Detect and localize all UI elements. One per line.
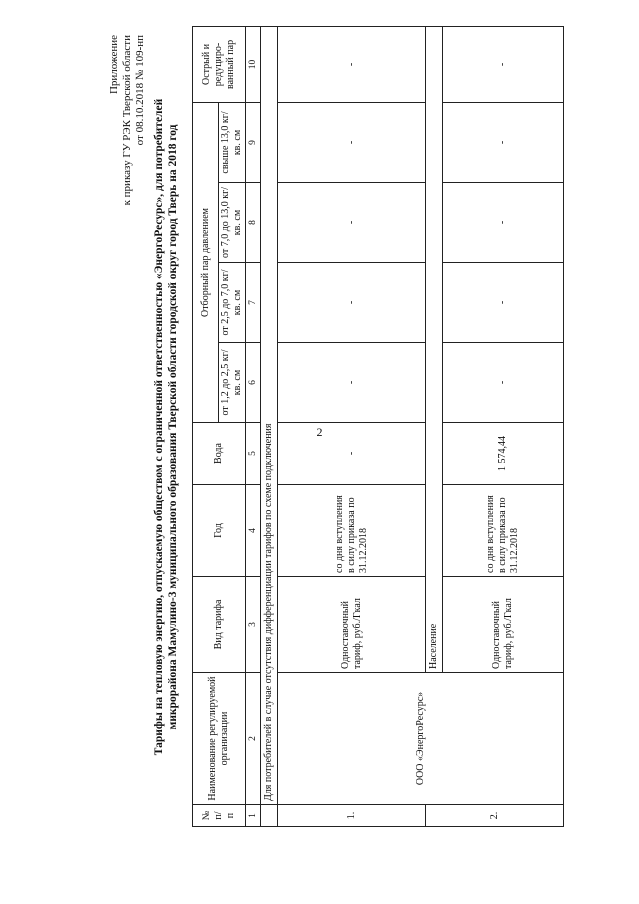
row-pressure-1: - (443, 343, 564, 423)
row-year: со дня вступления в силу приказа по 31.12.2018 (278, 485, 426, 577)
header-pressure-1: от 1,2 до 2,5 кг/кв. см (219, 343, 246, 423)
appendix-block (108, 35, 147, 295)
section-band-text: Для потребителей в случае отсутствия дифференциации тарифов по схеме подключения (261, 26, 278, 804)
row-num: 2. (426, 805, 564, 827)
title-line-1: Тарифы на тепловую энергию, отпускаемую обществом с ограниченной ответственностью «ЭнергоРесурс», для потребителей (153, 98, 165, 756)
col-number: 9 (246, 102, 261, 182)
header-steam-group: Отборный пар давлением (193, 102, 219, 422)
header-org: Наименование регулируемой организации (193, 673, 246, 805)
title-line-2: микрорайона Мамулино-3 муниципального образования Тверской области городской округ город Тверь на 2018 год (167, 124, 179, 730)
row-tariff-type: Одноставочный тариф, руб./Гкал (443, 577, 564, 673)
header-pressure-2: от 2,5 до 7,0 кг/кв. см (219, 263, 246, 343)
row-pressure-4: - (278, 102, 426, 182)
rotated-document-content (108, 27, 531, 827)
column-number-row (246, 26, 261, 826)
section-band-row (261, 26, 278, 826)
row-num: 1. (278, 805, 426, 827)
row-sharp-steam: - (278, 26, 426, 102)
row-year: со дня вступления в силу приказа по 31.12.2018 (443, 485, 564, 577)
col-number: 8 (246, 183, 261, 263)
col-number: 5 (246, 423, 261, 485)
row-sharp-steam: - (443, 26, 564, 102)
row-tariff-type: Одноставочный тариф, руб./Гкал (278, 577, 426, 673)
row-pressure-4: - (443, 102, 564, 182)
row-pressure-1: - (278, 343, 426, 423)
population-label: Население (426, 26, 443, 672)
col-number: 7 (246, 263, 261, 343)
header-pressure-4: свыше 13,0 кг/кв. см (219, 102, 246, 182)
appendix-line-1: Приложение (108, 35, 120, 95)
header-year: Год (193, 485, 246, 577)
tariff-table (192, 26, 564, 827)
col-number: 4 (246, 485, 261, 577)
header-sharp-steam: Острый и редуциро-ванный пар (193, 26, 246, 102)
header-row-1 (193, 26, 219, 826)
header-num: № п/ п (193, 805, 246, 827)
col-number: 6 (246, 343, 261, 423)
band-spacer (261, 805, 278, 827)
row-pressure-3: - (443, 183, 564, 263)
col-number: 10 (246, 26, 261, 102)
organization-name: ООО «ЭнергоРесурс» (278, 673, 564, 805)
appendix-line-3: от 08.10.2018 № 109-нп (134, 35, 146, 146)
col-number: 3 (246, 577, 261, 673)
row-water: 1 574,44 (443, 423, 564, 485)
col-number: 1 (246, 805, 261, 827)
document-title (152, 27, 180, 827)
row-pressure-2: - (443, 263, 564, 343)
header-water: Вода (193, 423, 246, 485)
row-pressure-2: - (278, 263, 426, 343)
page-number: 2 (316, 425, 323, 439)
table-row (278, 26, 426, 826)
appendix-line-2: к приказу ГУ РЭК Тверской области (121, 35, 133, 206)
header-pressure-3: от 7,0 до 13,0 кг/кв. см (219, 183, 246, 263)
row-pressure-3: - (278, 183, 426, 263)
row-water: - (278, 423, 426, 485)
col-number: 2 (246, 673, 261, 805)
header-tariff-type: Вид тарифа (193, 577, 246, 673)
